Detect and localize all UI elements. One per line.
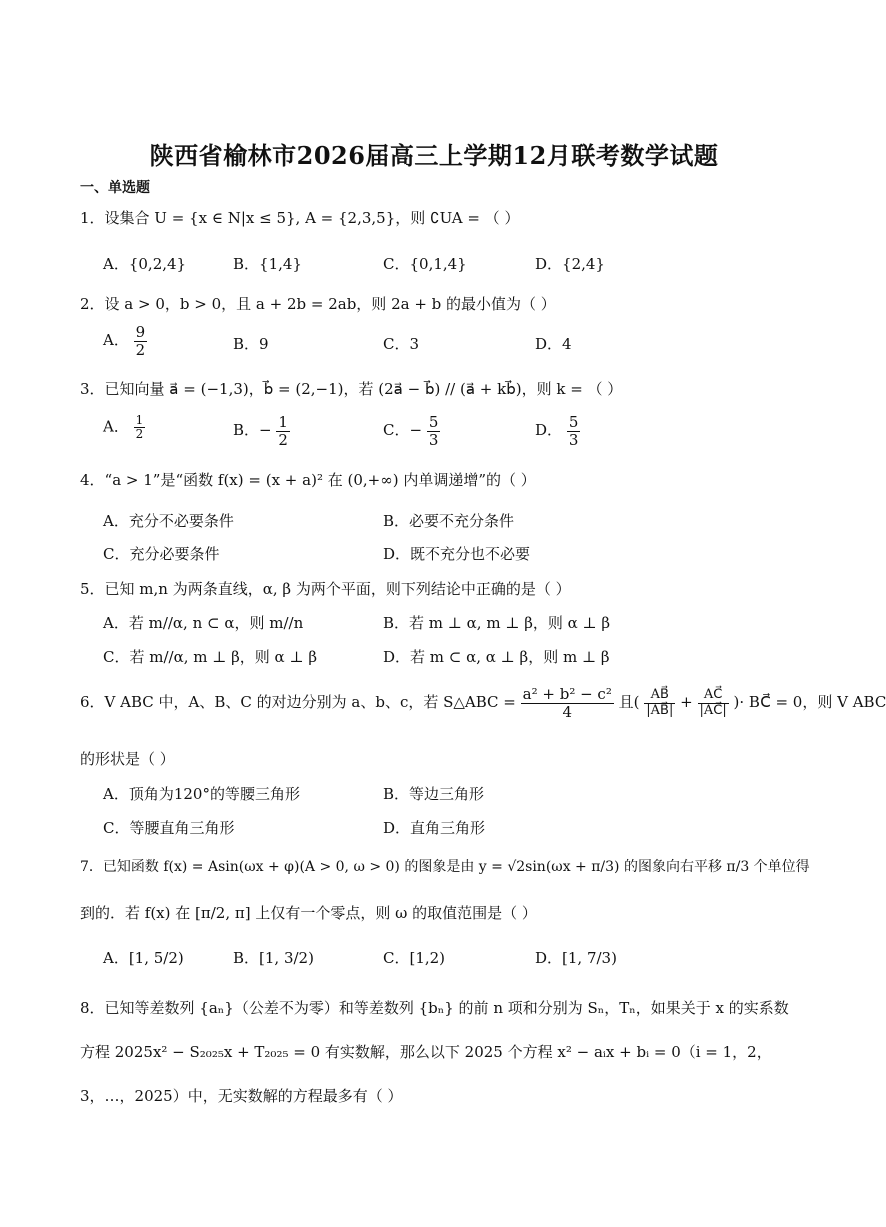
q6-stem-part3: )· BC⃗ = 0，则 V ABC	[733, 693, 886, 711]
q5-option-c: C．若 m//α, m ⊥ β，则 α ⊥ β	[103, 648, 317, 666]
q3-option-a-fraction	[134, 414, 146, 441]
q2-option-d: D．4	[535, 335, 572, 353]
q3-option-d-fraction	[567, 414, 581, 448]
fraction-numerator: 5	[568, 413, 579, 431]
question-6-stem	[80, 686, 886, 720]
fraction-denominator: 2	[278, 430, 288, 449]
question-7-stem-line1: 7．已知函数 f(x) = Asin(ωx + φ)(A > 0, ω > 0) 的图象是由 y = √2sin(ωx + π/3) 的图象向右平移 π/3 个单位得	[80, 859, 810, 875]
q3-option-c	[383, 414, 440, 448]
q7-option-a: A．[1, 5/2)	[103, 949, 184, 967]
q6-ab-unit-fraction	[644, 688, 675, 718]
q3-option-a	[103, 414, 145, 441]
q4-option-c: C．充分必要条件	[103, 545, 220, 563]
q6-area-fraction	[521, 686, 614, 720]
fraction-numerator: a² + b² − c²	[522, 685, 612, 703]
q5-option-d: D．若 m ⊂ α, α ⊥ β，则 m ⊥ β	[383, 648, 610, 666]
q7-option-b: B．[1, 3/2)	[233, 949, 314, 967]
q3-option-b-fraction	[276, 414, 290, 448]
question-6-stem-line2: 的形状是（ ）	[80, 750, 175, 768]
q4-option-b: B．必要不充分条件	[383, 512, 515, 530]
fraction-numerator: 9	[135, 323, 146, 341]
q4-option-d: D．既不充分也不必要	[383, 545, 531, 563]
q6-stem-part1: 6．V ABC 中，A、B、C 的对边分别为 a、b、c，若 S△ABC =	[80, 693, 516, 711]
q6-plus-sign: +	[680, 693, 693, 711]
question-1-stem: 1．设集合 U = {x ∈ N|x ≤ 5}, A = {2,3,5}，则 ∁UA = （ ）	[80, 209, 520, 227]
q6-option-b: B．等边三角形	[383, 785, 485, 803]
q7-option-c: C．[1,2)	[383, 949, 446, 967]
fraction-numerator: 1	[278, 413, 288, 431]
question-7-stem-line2: 到的．若 f(x) 在 [π/2, π] 上仅有一个零点，则 ω 的取值范围是（ ）	[80, 904, 537, 922]
q1-option-d: D．{2,4}	[535, 255, 605, 273]
fraction-denominator: 4	[562, 702, 573, 721]
q2-option-c: C．3	[383, 335, 420, 353]
q3-option-d-label: D．	[535, 421, 563, 439]
question-3-stem: 3．已知向量 a⃗ = (−1,3)，b⃗ = (2,−1)，若 (2a⃗ − b⃗) // (a⃗ + kb⃗)，则 k = （ ）	[80, 380, 623, 398]
q4-option-a: A．充分不必要条件	[103, 512, 234, 530]
fraction-denominator: |AC⃗|	[699, 702, 727, 718]
fraction-denominator: 2	[135, 427, 144, 442]
q3-option-a-label: A．	[103, 417, 129, 436]
q5-option-b: B．若 m ⊥ α, m ⊥ β，则 α ⊥ β	[383, 614, 611, 632]
q5-option-a: A．若 m//α, n ⊂ α，则 m//n	[103, 614, 304, 632]
q3-option-b-label: B．−	[233, 421, 272, 439]
q2-option-b: B．9	[233, 335, 269, 353]
q2-option-a-fraction	[134, 324, 148, 358]
q1-option-a: A．{0,2,4}	[103, 255, 187, 273]
q2-option-a-label: A．	[103, 331, 129, 349]
q3-option-c-fraction	[427, 414, 441, 448]
q6-option-d: D．直角三角形	[383, 819, 486, 837]
question-4-stem: 4．“a > 1”是“函数 f(x) = (x + a)² 在 (0,+∞) 内单调递增”的（ ）	[80, 471, 536, 489]
q1-option-b: B．{1,4}	[233, 255, 302, 273]
fraction-numerator: 1	[135, 413, 144, 427]
section-heading: 一、单选题	[80, 180, 150, 196]
fraction-denominator: 2	[135, 340, 146, 359]
q3-option-c-label: C．−	[383, 421, 423, 439]
q6-option-a: A．顶角为120°的等腰三角形	[103, 785, 300, 803]
fraction-denominator: |AB⃗|	[646, 702, 674, 718]
exam-title: 陕西省榆林市2026届高三上学期12月联考数学试题	[149, 141, 719, 170]
q2-option-a	[103, 324, 147, 358]
question-5-stem: 5．已知 m,n 为两条直线，α, β 为两个平面，则下列结论中正确的是（ ）	[80, 580, 571, 598]
fraction-denominator: 3	[428, 430, 439, 449]
q3-option-d	[535, 414, 580, 448]
q6-stem-part2: 且(	[618, 693, 640, 711]
q7-option-d: D．[1, 7/3)	[535, 949, 617, 967]
fraction-numerator: AC⃗	[698, 688, 729, 703]
fraction-numerator: 5	[428, 413, 439, 431]
fraction-denominator: 3	[568, 430, 579, 449]
fraction-numerator: AB⃗	[644, 688, 675, 703]
q6-option-c: C．等腰直角三角形	[103, 819, 235, 837]
question-2-stem: 2．设 a > 0，b > 0，且 a + 2b = 2ab，则 2a + b 的最小值为（ ）	[80, 295, 556, 313]
question-8-stem: 8．已知等差数列 {aₙ}（公差不为零）和等差数列 {bₙ} 的前 n 项和分别为 Sₙ，Tₙ，如果关于 x 的实系数方程 2025x² − S₂₀₂₅x + T₂₀₂₅ = 0 有实数解，那么以下 2025 个方程 x² − aᵢx + bᵢ = 0（i = 1，2，3，…，2025）中，无实数解的方程最多有（ ）	[80, 999, 789, 1105]
q3-option-b	[233, 414, 290, 448]
q6-ac-unit-fraction	[698, 688, 729, 718]
q1-option-c: C．{0,1,4}	[383, 255, 467, 273]
